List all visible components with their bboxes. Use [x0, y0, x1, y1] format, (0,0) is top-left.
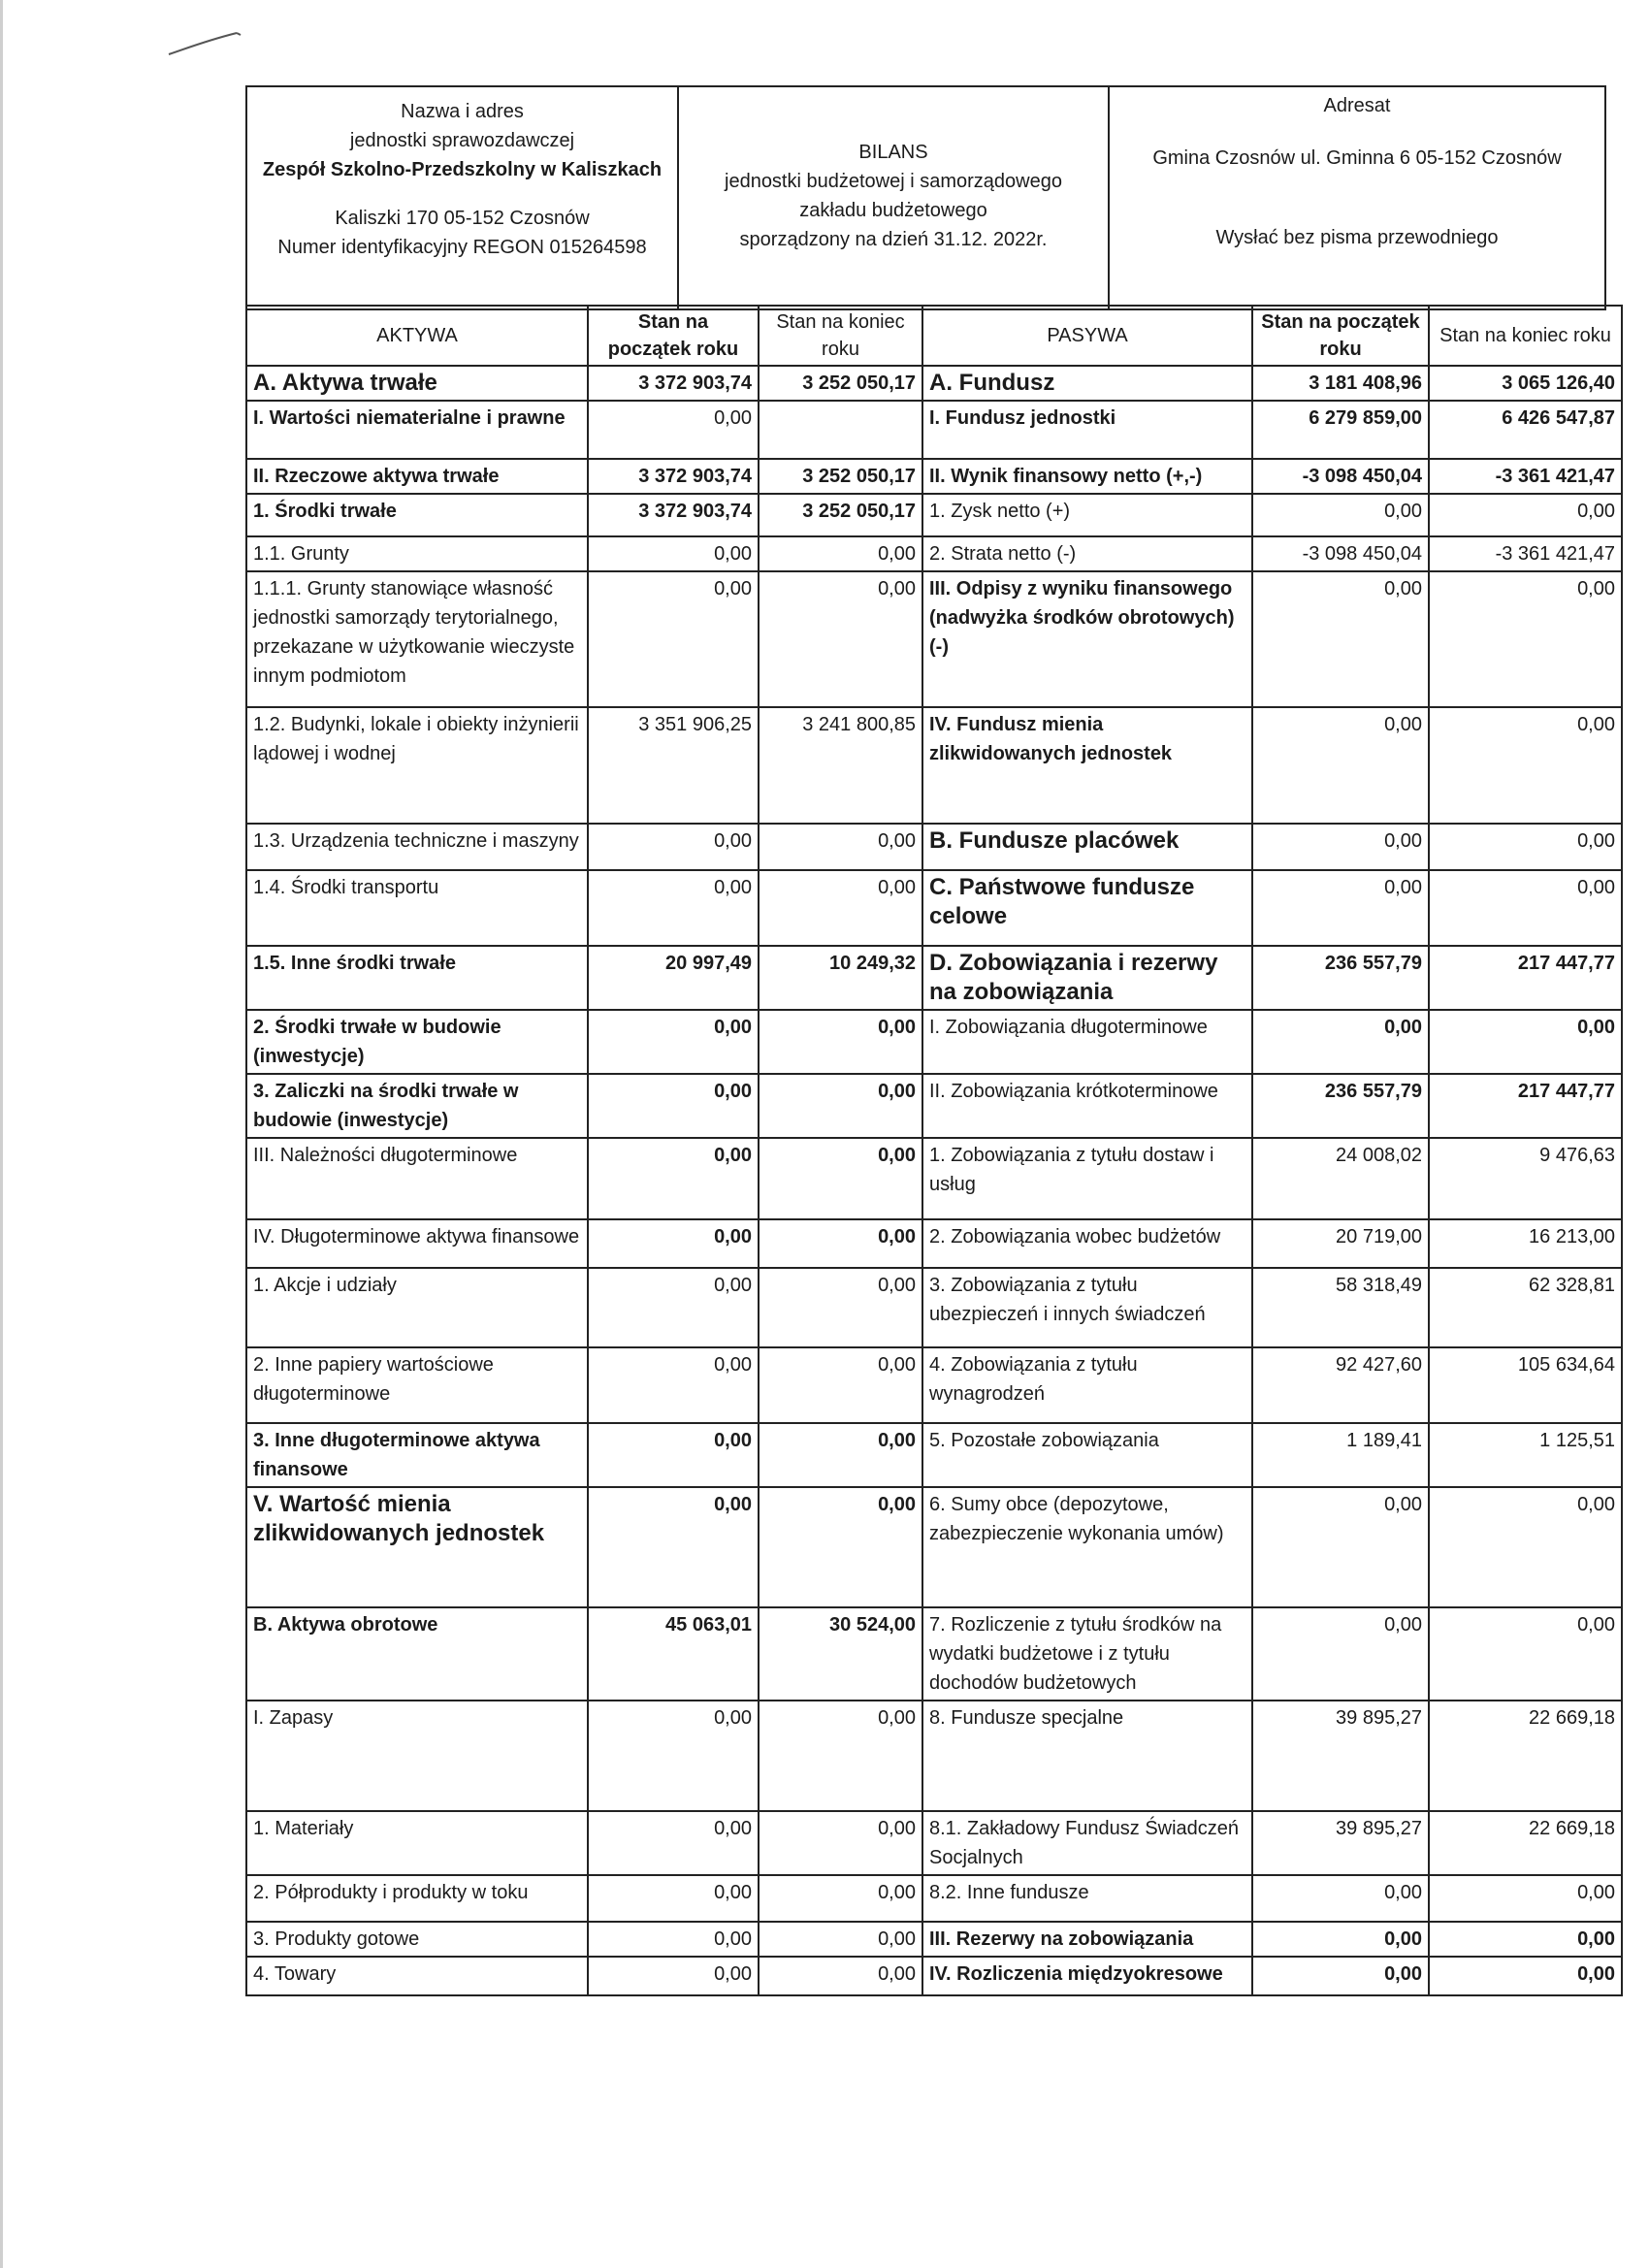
liability-label: 6. Sumy obce (depozytowe, zabezpieczenie wykonania umów)	[922, 1487, 1252, 1607]
table-row	[246, 824, 1622, 870]
asset-start-value: 0,00	[588, 1875, 759, 1922]
liability-label: I. Zobowiązania długoterminowe	[922, 1010, 1252, 1074]
asset-label: 1. Środki trwałe	[246, 494, 588, 536]
unit-label-2: jednostki sprawozdawczej	[349, 130, 575, 151]
liability-end-value: -3 361 421,47	[1429, 536, 1622, 571]
liability-end-value: 0,00	[1429, 1607, 1622, 1701]
liability-start-value: 0,00	[1252, 571, 1429, 707]
liability-end-value: 217 447,77	[1429, 1074, 1622, 1138]
table-row	[246, 1138, 1622, 1219]
report-header	[245, 85, 1606, 310]
table-row	[246, 1219, 1622, 1268]
asset-label: I. Zapasy	[246, 1701, 588, 1811]
unit-address: Kaliszki 170 05-152 Czosnów	[335, 208, 590, 229]
liability-end-value: -3 361 421,47	[1429, 459, 1622, 494]
liability-label: D. Zobowiązania i rezerwy na zobowiązania	[922, 946, 1252, 1010]
asset-label: 3. Produkty gotowe	[246, 1922, 588, 1957]
table-row	[246, 571, 1622, 707]
unit-regon: Numer identyfikacyjny REGON 015264598	[277, 237, 647, 258]
asset-start-value: 0,00	[588, 536, 759, 571]
liability-end-value: 22 669,18	[1429, 1701, 1622, 1811]
liability-label: 1. Zysk netto (+)	[922, 494, 1252, 536]
asset-start-value: 0,00	[588, 1219, 759, 1268]
liability-label: 7. Rozliczenie z tytułu środków na wydatki budżetowe i z tytułu dochodów budżetowych	[922, 1607, 1252, 1701]
asset-end-value: 0,00	[759, 1875, 922, 1922]
asset-start-value: 0,00	[588, 824, 759, 870]
liability-start-value: 20 719,00	[1252, 1219, 1429, 1268]
reporting-unit-cell	[247, 87, 679, 308]
asset-end-value: 0,00	[759, 536, 922, 571]
liability-start-value: -3 098 450,04	[1252, 459, 1429, 494]
header-liabilities-start: Stan na początek roku	[1252, 306, 1429, 366]
liability-end-value: 9 476,63	[1429, 1138, 1622, 1219]
asset-end-value	[759, 401, 922, 459]
asset-label: 1.2. Budynki, lokale i obiekty inżynierii lądowej i wodnej	[246, 707, 588, 824]
header-assets-start: Stan na początek roku	[588, 306, 759, 366]
pen-mark-icon	[167, 29, 244, 58]
liability-end-value: 0,00	[1429, 1922, 1622, 1957]
liability-start-value: 0,00	[1252, 1875, 1429, 1922]
liability-label: III. Odpisy z wyniku finansowego (nadwyżka środków obrotowych) (-)	[922, 571, 1252, 707]
asset-label: 3. Zaliczki na środki trwałe w budowie (inwestycje)	[246, 1074, 588, 1138]
liability-label: 8.1. Zakładowy Fundusz Świadczeń Socjalnych	[922, 1811, 1252, 1875]
liability-start-value: 0,00	[1252, 870, 1429, 946]
liability-start-value: 39 895,27	[1252, 1701, 1429, 1811]
asset-label: 2. Środki trwałe w budowie (inwestycje)	[246, 1010, 588, 1074]
liability-label: 8.2. Inne fundusze	[922, 1875, 1252, 1922]
liability-start-value: 92 427,60	[1252, 1347, 1429, 1423]
liability-end-value: 0,00	[1429, 1875, 1622, 1922]
table-row	[246, 1922, 1622, 1957]
table-row	[246, 870, 1622, 946]
asset-end-value: 0,00	[759, 1074, 922, 1138]
asset-start-value: 3 372 903,74	[588, 494, 759, 536]
asset-end-value: 0,00	[759, 1268, 922, 1347]
table-row	[246, 459, 1622, 494]
asset-start-value: 45 063,01	[588, 1607, 759, 1701]
title-cell	[679, 87, 1110, 308]
liability-label: A. Fundusz	[922, 366, 1252, 401]
asset-start-value: 0,00	[588, 870, 759, 946]
scan-edge	[0, 0, 3, 2268]
liability-label: IV. Rozliczenia międzyokresowe	[922, 1957, 1252, 1995]
table-row	[246, 536, 1622, 571]
asset-end-value: 3 252 050,17	[759, 494, 922, 536]
liability-start-value: 58 318,49	[1252, 1268, 1429, 1347]
liability-label: 4. Zobowiązania z tytułu wynagrodzeń	[922, 1347, 1252, 1423]
asset-start-value: 0,00	[588, 571, 759, 707]
asset-end-value: 3 252 050,17	[759, 459, 922, 494]
header-aktywa: AKTYWA	[246, 306, 588, 366]
liability-label: B. Fundusze placówek	[922, 824, 1252, 870]
asset-end-value: 3 241 800,85	[759, 707, 922, 824]
liability-start-value: 0,00	[1252, 1957, 1429, 1995]
asset-start-value: 3 372 903,74	[588, 459, 759, 494]
asset-end-value: 0,00	[759, 1811, 922, 1875]
liability-end-value: 0,00	[1429, 494, 1622, 536]
report-title: BILANS	[858, 142, 928, 163]
asset-label: I. Wartości niematerialne i prawne	[246, 401, 588, 459]
liability-start-value: 1 189,41	[1252, 1423, 1429, 1487]
asset-label: 1.1.1. Grunty stanowiące własność jednostki samorządy terytorialnego, przekazane w użytkowanie wieczyste innym podmiotom	[246, 571, 588, 707]
liability-end-value: 0,00	[1429, 1010, 1622, 1074]
table-row	[246, 1268, 1622, 1347]
liability-label: IV. Fundusz mienia zlikwidowanych jednostek	[922, 707, 1252, 824]
liability-start-value: 0,00	[1252, 824, 1429, 870]
header-liabilities-end: Stan na koniec roku	[1429, 306, 1622, 366]
liability-start-value: 236 557,79	[1252, 946, 1429, 1010]
liability-label: 2. Strata netto (-)	[922, 536, 1252, 571]
asset-label: 1.4. Środki transportu	[246, 870, 588, 946]
liability-label: III. Rezerwy na zobowiązania	[922, 1922, 1252, 1957]
asset-end-value: 10 249,32	[759, 946, 922, 1010]
liability-end-value: 0,00	[1429, 571, 1622, 707]
liability-start-value: -3 098 450,04	[1252, 536, 1429, 571]
asset-start-value: 0,00	[588, 1957, 759, 1995]
asset-end-value: 3 252 050,17	[759, 366, 922, 401]
asset-start-value: 0,00	[588, 1138, 759, 1219]
liability-label: 3. Zobowiązania z tytułu ubezpieczeń i innych świadczeń	[922, 1268, 1252, 1347]
liability-label: 8. Fundusze specjalne	[922, 1701, 1252, 1811]
asset-end-value: 0,00	[759, 1487, 922, 1607]
asset-start-value: 0,00	[588, 1701, 759, 1811]
report-subtitle-2: zakładu budżetowego	[799, 200, 987, 221]
table-row	[246, 1423, 1622, 1487]
liability-end-value: 0,00	[1429, 707, 1622, 824]
asset-start-value: 0,00	[588, 1347, 759, 1423]
liability-end-value: 217 447,77	[1429, 946, 1622, 1010]
asset-label: 3. Inne długoterminowe aktywa finansowe	[246, 1423, 588, 1487]
table-row	[246, 494, 1622, 536]
liability-end-value: 0,00	[1429, 870, 1622, 946]
asset-label: 4. Towary	[246, 1957, 588, 1995]
asset-label: 1. Materiały	[246, 1811, 588, 1875]
asset-label: B. Aktywa obrotowe	[246, 1607, 588, 1701]
asset-start-value: 0,00	[588, 1268, 759, 1347]
liability-end-value: 0,00	[1429, 1957, 1622, 1995]
liability-label: 1. Zobowiązania z tytułu dostaw i usług	[922, 1138, 1252, 1219]
asset-start-value: 0,00	[588, 1074, 759, 1138]
report-subtitle-1: jednostki budżetowej i samorządowego	[725, 171, 1062, 192]
asset-start-value: 3 351 906,25	[588, 707, 759, 824]
table-row	[246, 1010, 1622, 1074]
addressee-label: Adresat	[1323, 95, 1391, 116]
table-header-row	[246, 306, 1622, 366]
liability-start-value: 39 895,27	[1252, 1811, 1429, 1875]
table-row	[246, 366, 1622, 401]
liability-label: C. Państwowe fundusze celowe	[922, 870, 1252, 946]
asset-start-value: 0,00	[588, 1811, 759, 1875]
unit-label-1: Nazwa i adres	[401, 101, 524, 122]
liability-end-value: 6 426 547,87	[1429, 401, 1622, 459]
table-row	[246, 707, 1622, 824]
liability-label: 2. Zobowiązania wobec budżetów	[922, 1219, 1252, 1268]
asset-end-value: 0,00	[759, 1701, 922, 1811]
liability-label: II. Zobowiązania krótkoterminowe	[922, 1074, 1252, 1138]
asset-label: 1.5. Inne środki trwałe	[246, 946, 588, 1010]
asset-label: III. Należności długoterminowe	[246, 1138, 588, 1219]
liability-start-value: 0,00	[1252, 1607, 1429, 1701]
liability-label: I. Fundusz jednostki	[922, 401, 1252, 459]
liability-end-value: 0,00	[1429, 1487, 1622, 1607]
liability-start-value: 6 279 859,00	[1252, 401, 1429, 459]
liability-start-value: 0,00	[1252, 707, 1429, 824]
table-row	[246, 1074, 1622, 1138]
table-row	[246, 1875, 1622, 1922]
liability-end-value: 62 328,81	[1429, 1268, 1622, 1347]
liability-end-value: 16 213,00	[1429, 1219, 1622, 1268]
asset-label: A. Aktywa trwałe	[246, 366, 588, 401]
asset-label: 1. Akcje i udziały	[246, 1268, 588, 1347]
addressee-cell	[1110, 87, 1604, 308]
balance-table	[245, 305, 1623, 1996]
liability-start-value: 3 181 408,96	[1252, 366, 1429, 401]
table-row	[246, 1701, 1622, 1811]
liability-label: II. Wynik finansowy netto (+,-)	[922, 459, 1252, 494]
liability-start-value: 0,00	[1252, 1487, 1429, 1607]
liability-end-value: 1 125,51	[1429, 1423, 1622, 1487]
asset-start-value: 3 372 903,74	[588, 366, 759, 401]
header-assets-end: Stan na koniec roku	[759, 306, 922, 366]
unit-name: Zespół Szkolno-Przedszkolny w Kaliszkach	[262, 159, 663, 180]
asset-label: 2. Inne papiery wartościowe długoterminowe	[246, 1347, 588, 1423]
liability-start-value: 0,00	[1252, 494, 1429, 536]
liability-end-value: 3 065 126,40	[1429, 366, 1622, 401]
table-row	[246, 1607, 1622, 1701]
asset-start-value: 0,00	[588, 1010, 759, 1074]
asset-end-value: 0,00	[759, 824, 922, 870]
table-row	[246, 1487, 1622, 1607]
asset-end-value: 0,00	[759, 1010, 922, 1074]
asset-end-value: 0,00	[759, 1957, 922, 1995]
asset-label: IV. Długoterminowe aktywa finansowe	[246, 1219, 588, 1268]
asset-end-value: 30 524,00	[759, 1607, 922, 1701]
asset-start-value: 0,00	[588, 1922, 759, 1957]
table-row	[246, 1347, 1622, 1423]
send-note: Wysłać bez pisma przewodniego	[1215, 227, 1499, 248]
asset-label: II. Rzeczowe aktywa trwałe	[246, 459, 588, 494]
asset-start-value: 20 997,49	[588, 946, 759, 1010]
asset-end-value: 0,00	[759, 1922, 922, 1957]
asset-start-value: 0,00	[588, 1423, 759, 1487]
liability-label: 5. Pozostałe zobowiązania	[922, 1423, 1252, 1487]
table-row	[246, 946, 1622, 1010]
liability-start-value: 0,00	[1252, 1922, 1429, 1957]
asset-label: 1.1. Grunty	[246, 536, 588, 571]
asset-start-value: 0,00	[588, 1487, 759, 1607]
table-row	[246, 1811, 1622, 1875]
asset-label: 1.3. Urządzenia techniczne i maszyny	[246, 824, 588, 870]
asset-end-value: 0,00	[759, 1347, 922, 1423]
liability-start-value: 24 008,02	[1252, 1138, 1429, 1219]
addressee: Gmina Czosnów ul. Gminna 6 05-152 Czosnów	[1152, 147, 1562, 169]
asset-end-value: 0,00	[759, 1423, 922, 1487]
asset-start-value: 0,00	[588, 401, 759, 459]
asset-end-value: 0,00	[759, 1138, 922, 1219]
report-date: sporządzony na dzień 31.12. 2022r.	[739, 229, 1048, 250]
asset-end-value: 0,00	[759, 870, 922, 946]
liability-end-value: 22 669,18	[1429, 1811, 1622, 1875]
liability-end-value: 0,00	[1429, 824, 1622, 870]
asset-label: 2. Półprodukty i produkty w toku	[246, 1875, 588, 1922]
asset-end-value: 0,00	[759, 1219, 922, 1268]
liability-start-value: 236 557,79	[1252, 1074, 1429, 1138]
header-pasywa: PASYWA	[922, 306, 1252, 366]
liability-start-value: 0,00	[1252, 1010, 1429, 1074]
table-row	[246, 1957, 1622, 1995]
liability-end-value: 105 634,64	[1429, 1347, 1622, 1423]
asset-end-value: 0,00	[759, 571, 922, 707]
asset-label: V. Wartość mienia zlikwidowanych jednostek	[246, 1487, 588, 1607]
table-row	[246, 401, 1622, 459]
